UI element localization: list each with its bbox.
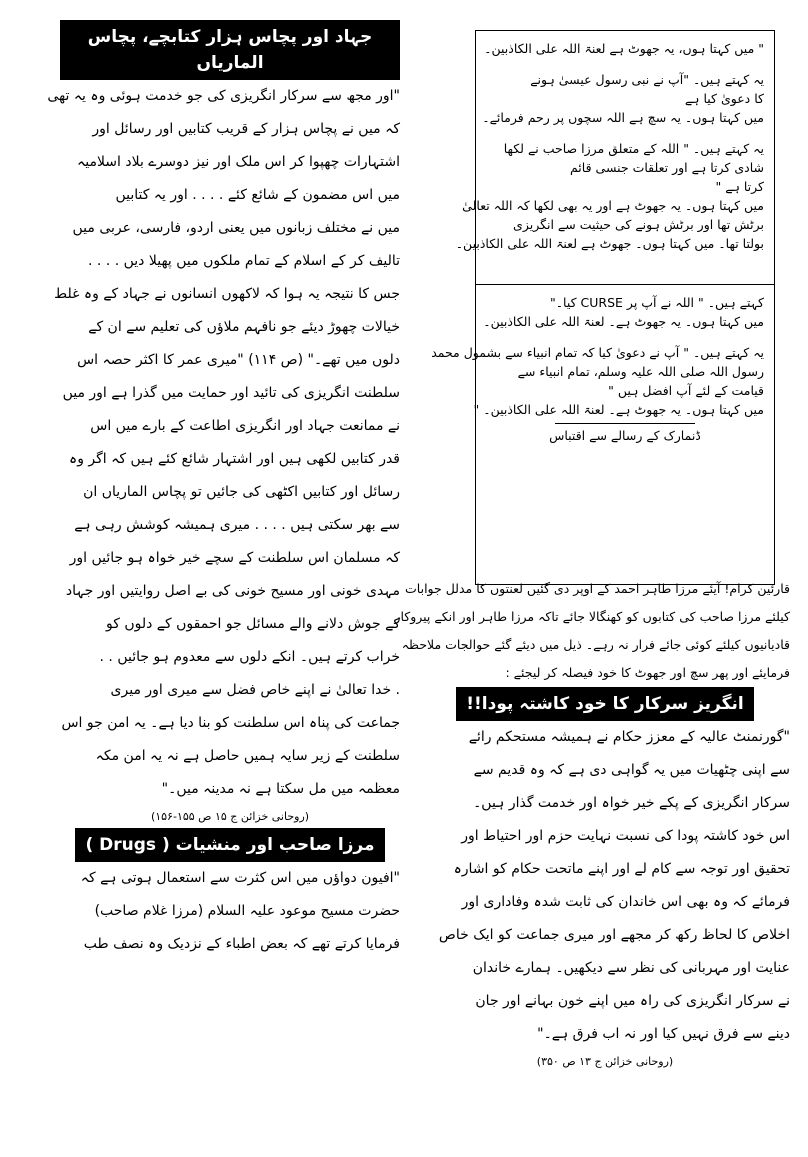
text-line: نے سرکار انگریزی کی راہ میں اپنے خون بہانے اور جان bbox=[475, 993, 790, 1009]
reference-citation-2: (روحانی خزائن ج ۱۳ ص ۳۵۰) bbox=[536, 1055, 674, 1068]
right-column bbox=[394, 575, 790, 1073]
heading-drugs: مرزا صاحب اور منشیات ( Drugs ) bbox=[75, 828, 384, 862]
text-line: میں اس مضمون کے شائع کئے . . . . اور یہ کتابیں bbox=[115, 187, 400, 203]
text-line: سلطنت کے زیر سایہ ہمیں حاصل ہے نہ یہ امن مکہ bbox=[95, 748, 400, 764]
text-line: معظمہ میں مل سکتا ہے نہ مدینہ میں۔" bbox=[161, 781, 400, 797]
text-line: کہتے ہیں۔ " اللہ نے آپ پر CURSE کیا۔" bbox=[549, 295, 764, 310]
reference-citation: (روحانی خزائن ج ۱۵ ص ۱۵۵-۱۵۶) bbox=[150, 810, 310, 823]
text-line: نے ممانعت جہاد اور انگریزی اطاعت کے بارے میں اس bbox=[90, 418, 400, 434]
jihad-quote-paragraph bbox=[47, 80, 400, 806]
text-line: کیلئے مرزا صاحب کی کتابوں کو کھنگالا جائے تاکہ مرزا طاہر اور انکے پیروکار bbox=[394, 609, 790, 624]
text-line: اس خود کاشتہ پودا کی نسبت نہایت حزم اور احتیاط اور bbox=[461, 828, 790, 844]
text-line: کہ مسلمان اس سلطنت کے سچے خیر خواہ ہو جائیں اور bbox=[69, 550, 400, 566]
heading-jihad-books: جہاد اور پچاس ہزار کتابچے، پچاس الماریاں bbox=[60, 20, 400, 80]
quote-box-bottom bbox=[431, 285, 775, 585]
text-line: کہ میں نے پچاس ہزار کے قریب کتابیں اور رسائل اور bbox=[92, 121, 400, 137]
text-line: شادی کرتا ہے اور تعلقات جنسی قائم bbox=[569, 160, 764, 175]
quote-box-top bbox=[455, 30, 775, 285]
text-line: میں کہتا ہوں۔ یہ جھوٹ ہے۔ لعنۃ اللہ علی الکاذبین۔ " bbox=[473, 402, 764, 417]
text-line: اخلاص کا لحاظ رکھ کر مجھے اور میری جماعت کو ایک خاص bbox=[438, 927, 790, 943]
text-line: سے بھر سکتی ہیں . . . . میری ہمیشہ کوشش رہی ہے bbox=[74, 517, 400, 533]
text-line: میں کہتا ہوں۔ یہ سچ ہے اللہ سچوں پر رحم فرمائے۔ bbox=[482, 110, 764, 125]
text-line bbox=[486, 331, 764, 343]
text-line: اشتہارات چھپوا کر اس ملک اور نیز دوسرے بلاد اسلامیہ bbox=[77, 154, 400, 170]
text-line bbox=[486, 127, 764, 139]
text-line: "افیون دواؤں میں اس کثرت سے استعمال ہوتی ہے کہ bbox=[80, 870, 400, 886]
box-caption: ڈنمارک کے رسالے سے اقتباس bbox=[549, 428, 701, 443]
text-line: کا دعویٰ کیا ہے bbox=[684, 91, 764, 106]
self-planted-quote-paragraph bbox=[420, 721, 790, 1051]
text-line: عنایت اور مہربانی کی نظر سے دیکھیں۔ ہمارے خاندان bbox=[472, 960, 790, 976]
text-line: . خدا تعالیٰ نے اپنے خاص فضل سے میری اور میری bbox=[110, 682, 400, 698]
divider bbox=[555, 423, 695, 424]
text-line: فرمایا کرتے تھے کہ بعض اطباء کے نزدیک وہ نصف طب bbox=[83, 936, 400, 952]
text-line: یہ کہتے ہیں۔ "آپ نے نبی رسول عیسیٰ ہونے bbox=[530, 72, 764, 87]
text-line: فرمایئے اور پھر سچ اور جھوٹ کا خود فیصلہ کر لیجئے : bbox=[505, 665, 790, 680]
text-line: یہ کہتے ہیں۔ " آپ نے دعویٰ کیا کہ تمام انبیاء سے بشمول محمد bbox=[431, 345, 764, 360]
text-line: سلطنت انگریزی کی تائید اور حمایت میں گذرا ہے اور میں bbox=[62, 385, 400, 401]
text-line: میں کہتا ہوں۔ یہ جھوٹ ہے اور یہ بھی لکھا کہ اللہ تعالیٰ bbox=[462, 198, 764, 213]
text-line: بولتا تھا۔ میں کہتا ہوں۔ جھوٹ ہے لعنۃ اللہ علی الکاذبین۔ bbox=[455, 236, 764, 251]
text-line: سے اپنی چٹھیات میں یہ گواہی دی ہے کہ وہ قدیم سے bbox=[473, 762, 790, 778]
text-line: قدر کتابیں لکھی ہیں اور اشتہار شائع کئے ہیں کہ اگر وہ bbox=[68, 451, 400, 467]
text-line: خیالات چھوڑ دیئے جو نافہم ملاؤں کی تعلیم سے ان کے bbox=[88, 319, 400, 335]
text-line: یہ کہتے ہیں۔ " اللہ کے متعلق مرزا صاحب نے لکھا bbox=[503, 141, 764, 156]
text-line: میں نے مختلف زبانوں میں یعنی اردو، فارسی، عربی میں bbox=[72, 220, 400, 236]
text-line: جماعت کی پناہ اس سلطنت کو بنا دیا ہے۔ یہ امن جو اس bbox=[61, 715, 400, 731]
text-line: کے جوش دلانے والے مسائل جو احمقوں کے دلوں کو bbox=[106, 616, 400, 632]
text-line: " میں کہتا ہوں، یہ جھوٹ ہے لعنۃ اللہ علی الکاذبین۔ bbox=[484, 41, 764, 56]
text-line: رسائل اور کتابیں اکٹھی کی جائیں تو پچاس الماریاں ان bbox=[83, 484, 400, 500]
text-line: جس کا نتیجہ یہ ہوا کہ لاکھوں انسانوں نے جہاد کے وہ غلط bbox=[54, 286, 400, 302]
text-line: فرمائے کہ وہ بھی اس خاندان کی ثابت شدہ وفاداری اور bbox=[461, 894, 790, 910]
text-line: دلوں میں تھے۔" (ص ۱۱۴) "میری عمر کا اکثر حصہ اس bbox=[77, 352, 400, 368]
text-line: کرتا ہے " bbox=[715, 179, 764, 194]
text-line: تحقیق اور توجہ سے کام لے اور اپنے ماتحت حکام کو اشارہ bbox=[453, 861, 790, 877]
text-line: میں کہتا ہوں۔ یہ جھوٹ ہے۔ لعنۃ اللہ علی الکاذبین۔ bbox=[483, 314, 764, 329]
text-line: تالیف کر کے اسلام کے تمام ملکوں میں پھیلا دیں . . . . bbox=[88, 253, 400, 269]
text-line: حضرت مسیح موعود علیہ السلام (مرزا غلام صاحب) bbox=[94, 903, 400, 919]
intro-paragraph bbox=[394, 575, 790, 687]
text-line: قارئین کرام! آیئے مرزا طاہر احمد کے اوپر دی گئیں لعنتوں کا مدلل جوابات bbox=[405, 581, 790, 596]
text-line: قیامت کے لئے آپ افضل ہیں " bbox=[608, 383, 764, 398]
text-line: مہدی خونی اور مسیح خونی کی بے اصل روایتیں اور جہاد bbox=[65, 583, 400, 599]
text-line: "گورنمنٹ عالیہ کے معزز حکام نے ہمیشہ مستحکم رائے bbox=[468, 729, 790, 745]
text-line: برٹش تھا اور برٹش ہونے کی حیثیت سے انگریزی bbox=[513, 217, 764, 232]
text-line: قادیانیوں کیلئے کوئی جائے فرار نہ رہے۔ ذیل میں دیئے گئے حوالجات ملاحظہ bbox=[401, 637, 790, 652]
text-line: سرکار انگریزی کے پکے خیر خواہ اور خدمت گذار ہیں۔ bbox=[473, 795, 790, 811]
text-line: رسول اللہ صلی اللہ علیہ وسلم، تمام انبیاء سے bbox=[517, 364, 764, 379]
drugs-quote-paragraph bbox=[60, 862, 400, 961]
text-line: خراب کرتے ہیں۔ انکے دلوں سے معدوم ہو جائیں . . bbox=[99, 649, 400, 665]
heading-self-planted: انگریز سرکار کا خود کاشتہ پودا!! bbox=[456, 687, 753, 721]
text-line: دینے سے فرق نہیں کیا اور نہ اب فرق ہے۔" bbox=[537, 1026, 790, 1042]
text-line bbox=[486, 58, 764, 70]
left-column bbox=[47, 20, 400, 961]
text-line: "اور مجھ سے سرکار انگریزی کی جو خدمت ہوئی وہ یہ تھی bbox=[47, 88, 400, 104]
